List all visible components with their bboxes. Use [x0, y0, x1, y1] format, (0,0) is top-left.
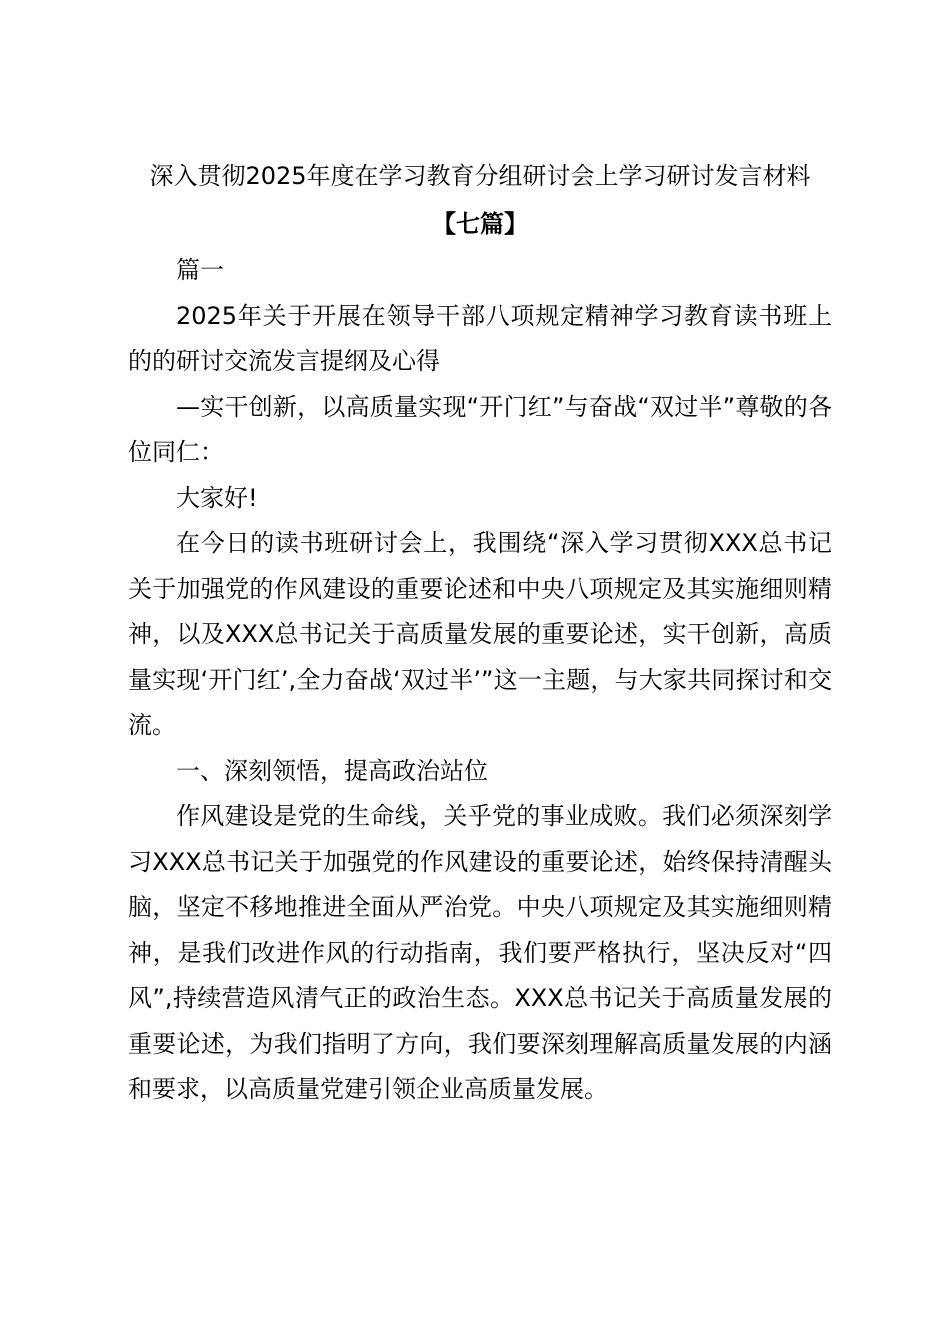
section-body-paragraph: 作风建设是党的生命线，关乎党的事业成败。我们必须深刻学习XXX总书记关于加强党的作风建设的重要论述，始终保持清醒头脑，坚定不移地推进全面从严治党。中央八项规定及其实施细则精神，是我们改进作风的行动指南，我们要严格执行，坚决反对“四风”,持续营造风清气正的政治生态。XXX总书记关于高质量发展的重要论述，为我们指明了方向，我们要深刻理解高质量发展的内涵和要求，以高质量党建引领企业高质量发展。	[128, 802, 832, 1103]
greeting: 大家好!	[176, 483, 258, 512]
intro-paragraph: 在今日的读书班研讨会上，我围绕“深入学习贯彻XXX总书记关于加强党的作风建设的重要论述和中央八项规定及其实施细则精神，以及XXX总书记关于高质量发展的重要论述，实干创新，高质量实现‘开门红’,全力奋战‘双过半’”这一主题，与大家共同探讨和交流。	[128, 529, 832, 739]
document-subtitle: 【七篇】	[432, 210, 528, 238]
section-heading: 一、深刻领悟，提高政治站位	[176, 756, 488, 785]
document-title: 深入贯彻2025年度在学习教育分组研讨会上学习研讨发言材料	[149, 162, 811, 190]
article-label: 篇一	[176, 256, 224, 284]
article-title: 2025年关于开展在领导干部八项规定精神学习教育读书班上的的研讨交流发言提纲及心得	[128, 301, 832, 375]
document-page	[128, 152, 832, 1113]
opening-paragraph: —实干创新，以高质量实现“开门红”与奋战“双过半”尊敬的各位同仁：	[128, 392, 832, 466]
